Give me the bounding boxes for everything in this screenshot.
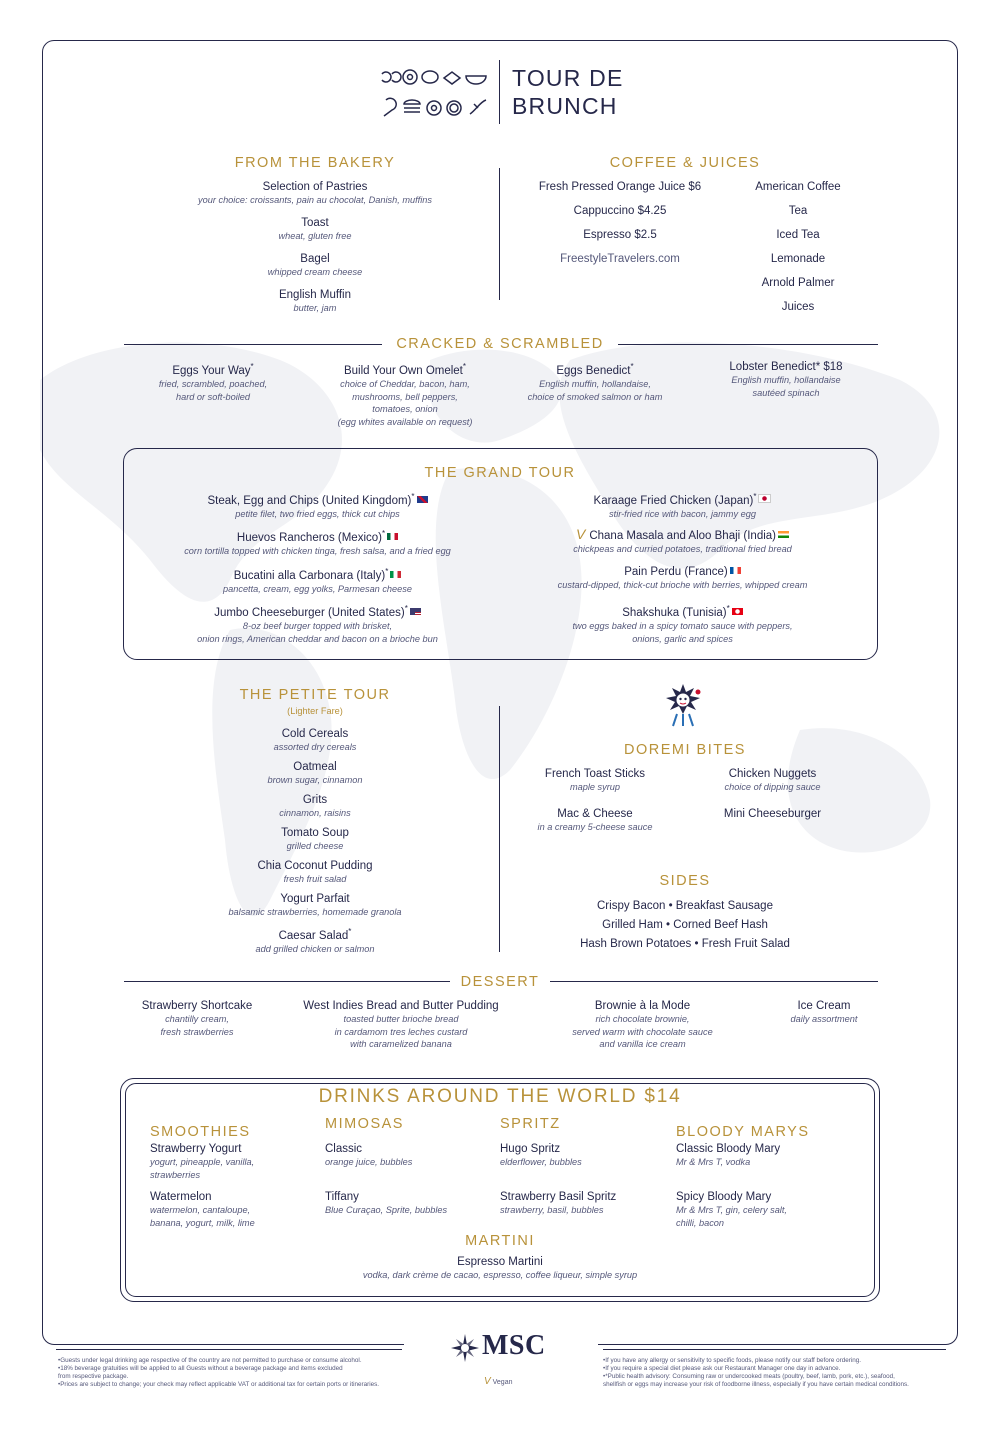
page-title-line2: BRUNCH [512,93,618,119]
coffee-title: COFFEE & JUICES [609,155,761,171]
menu-item: English Muffin butter, jam [278,289,352,313]
sides-line: Hash Brown Potatoes • Fresh Fruit Salad [580,938,790,950]
menu-item: Eggs Benedict* English muffin, hollandaise, choice of smoked salmon or ham [527,362,663,402]
coffee-item: Espresso $2.5 [583,229,657,241]
menu-item: Toast wheat, gluten free [278,217,352,241]
coffee-item: Juices [781,301,815,313]
menu-item: Selection of Pastries your choice: croissants, pain au chocolat, Danish, muffins [198,181,432,205]
doremi-bites-title: DOREMI BITES [624,742,746,758]
sides-title: SIDES [659,873,711,889]
header-divider [499,60,500,124]
petite-tour-subtitle: (Lighter Fare) [287,706,343,716]
menu-item: Yogurt Parfait balsamic strawberries, homemade granola [228,893,402,917]
msc-logo: MSC [482,1330,546,1361]
smoothies-title: SMOOTHIES [150,1124,251,1140]
menu-item: Caesar Salad* add grilled chicken or salmon [255,927,375,954]
msc-compass-icon [450,1333,480,1363]
column-divider [499,706,500,952]
tunisia-flag-icon [732,608,743,615]
section-rule [550,981,878,982]
coffee-item: Tea [788,205,808,217]
drink-item: Espresso Martini vodka, dark crème de cacao, espresso, coffee liqueur, simple syrup [362,1256,638,1280]
vegan-legend: V Vegan [484,1376,513,1387]
petite-tour-title: THE PETITE TOUR [239,687,391,703]
coffee-item: Cappuccino $4.25 [573,205,667,217]
food-icons-logo [378,64,490,120]
coffee-item: Fresh Pressed Orange Juice $6 [538,181,702,193]
drinks-title: DRINKS AROUND THE WORLD $14 [318,1086,682,1107]
website-link[interactable]: FreestyleTravelers.com [560,253,680,265]
section-rule [124,344,382,345]
cracked-title: CRACKED & SCRAMBLED [396,336,604,352]
bloody-marys-title: BLOODY MARYS [676,1124,810,1140]
menu-item: Build Your Own Omelet* choice of Cheddar, bacon, ham, mushrooms, bell peppers, tomatoes, onion (egg whites available on request) [337,362,473,427]
footer-rule [603,1349,946,1350]
menu-item: V Chana Masala and Aloo Bhaji (India) chickpeas and curried potatoes, traditional fried bread [573,526,792,554]
section-rule [618,344,878,345]
menu-item: Chicken Nuggets choice of dipping sauce [724,768,821,792]
drink-item: Strawberry Yogurt yogurt, pineapple, vanilla, strawberries [150,1143,255,1180]
page-title [512,64,624,120]
drink-item: Hugo Spritz elderflower, bubbles [500,1143,582,1167]
menu-item: Ice Cream daily assortment [790,1000,858,1024]
menu-item: Huevos Rancheros (Mexico)* corn tortilla topped with chicken tinga, fresh salsa, and a fried egg [184,529,451,556]
footer-notes-right: •If you have any allergy or sensitivity to specific foods, please notify our staff before ordering. •If you require a special diet please ask our Restaurant Manager one day in advance. •*Public health advisory: Consuming raw or undercooked meats (poultry, beef, lamb, pork, etc.), seafood, shellfish or eggs may increase your risk of foodborne illness, especially if you have certain medical conditions. [603,1357,909,1388]
mexico-flag-icon [387,533,398,540]
menu-item: Oatmeal brown sugar, cinnamon [267,761,363,785]
usa-flag-icon [410,608,421,615]
bakery-title: FROM THE BAKERY [234,155,396,171]
menu-item: Lobster Benedict* $18 English muffin, hollandaise sautéed spinach [729,361,843,398]
menu-item: Karaage Fried Chicken (Japan)* stir-fried rice with bacon, jammy egg [505,490,860,521]
footer-rule [56,1349,402,1350]
menu-item: Bagel whipped cream cheese [267,253,363,277]
mimosas-title: MIMOSAS [325,1116,404,1132]
vegan-icon: V [575,526,586,542]
doremi-mascot-icon [662,682,704,730]
vegan-icon: V [484,1376,491,1387]
coffee-item: Arnold Palmer [761,277,835,289]
japan-flag-icon [758,494,771,503]
sides-line: Crispy Bacon • Breakfast Sausage [597,900,773,912]
menu-item: West Indies Bread and Butter Pudding toasted butter brioche bread in cardamom tres leches custard with caramelized banana [303,1000,499,1049]
menu-item: Shakshuka (Tunisia)* two eggs baked in a spicy tomato sauce with peppers, onions, garlic and spices [572,604,793,644]
drink-item: Strawberry Basil Spritz strawberry, basil, bubbles [500,1191,617,1215]
france-flag-icon [730,567,741,574]
grand-tour-title: THE GRAND TOUR [424,465,576,481]
menu-item: Mac & Cheese in a creamy 5-cheese sauce [537,808,653,832]
menu-item: Pain Perdu (France) custard-dipped, thick-cut brioche with berries, whipped cream [557,566,808,590]
menu-item: Steak, Egg and Chips (United Kingdom)* petite filet, two fried eggs, thick cut chips [140,490,495,521]
drink-item: Classic Bloody Mary Mr & Mrs T, vodka [676,1143,781,1167]
india-flag-icon [778,531,789,538]
page-title-line1: TOUR DE [512,65,624,91]
uk-flag-icon [417,496,428,503]
drink-item: Watermelon watermelon, cantaloupe, banana, yogurt, milk, lime [150,1191,255,1228]
section-rule [124,981,450,982]
sides-line: Grilled Ham • Corned Beef Hash [602,919,768,931]
coffee-item: American Coffee [755,181,841,193]
menu-item: Grits cinnamon, raisins [279,794,351,818]
drink-item: Tiffany Blue Curaçao, Sprite, bubbles [325,1191,448,1215]
menu-item: Eggs Your Way* fried, scrambled, poached, hard or soft-boiled [158,362,268,402]
drink-item: Classic orange juice, bubbles [325,1143,413,1167]
menu-item: Chia Coconut Pudding fresh fruit salad [257,860,373,884]
menu-item: French Toast Sticks maple syrup [544,768,646,792]
coffee-item: Iced Tea [776,229,820,241]
menu-item: Mini Cheeseburger [723,808,822,820]
martini-title: MARTINI [465,1233,535,1249]
coffee-item: Lemonade [770,253,826,265]
dessert-title: DESSERT [460,974,540,990]
menu-item: Bucatini alla Carbonara (Italy)* pancetta, cream, egg yolks, Parmesan cheese [223,567,412,594]
italy-flag-icon [390,571,401,578]
menu-item: Jumbo Cheeseburger (United States)* 8-oz beef burger topped with brisket, onion rings, American cheddar and bacon on a brioche bun [197,604,438,644]
footer-notes-left: •Guests under legal drinking age respective of the country are not permitted to purchase or consume alcohol. •18% beverage gratuities will be applied to all Guests without a beverage package and items excluded from respective package. •Prices are subject to change; your check may reflect applicable VAT or additional tax for certain ports or itineraries. [58,1357,380,1388]
menu-item: Brownie à la Mode rich chocolate brownie, served warm with chocolate sauce and vanilla ice cream [572,1000,713,1049]
drink-item: Spicy Bloody Mary Mr & Mrs T, gin, celery salt, chilli, bacon [676,1191,787,1228]
menu-item: Cold Cereals assorted dry cereals [273,728,357,752]
spritz-title: SPRITZ [500,1116,561,1132]
menu-item: Tomato Soup grilled cheese [281,827,349,851]
menu-item: Strawberry Shortcake chantilly cream, fresh strawberries [141,1000,253,1037]
